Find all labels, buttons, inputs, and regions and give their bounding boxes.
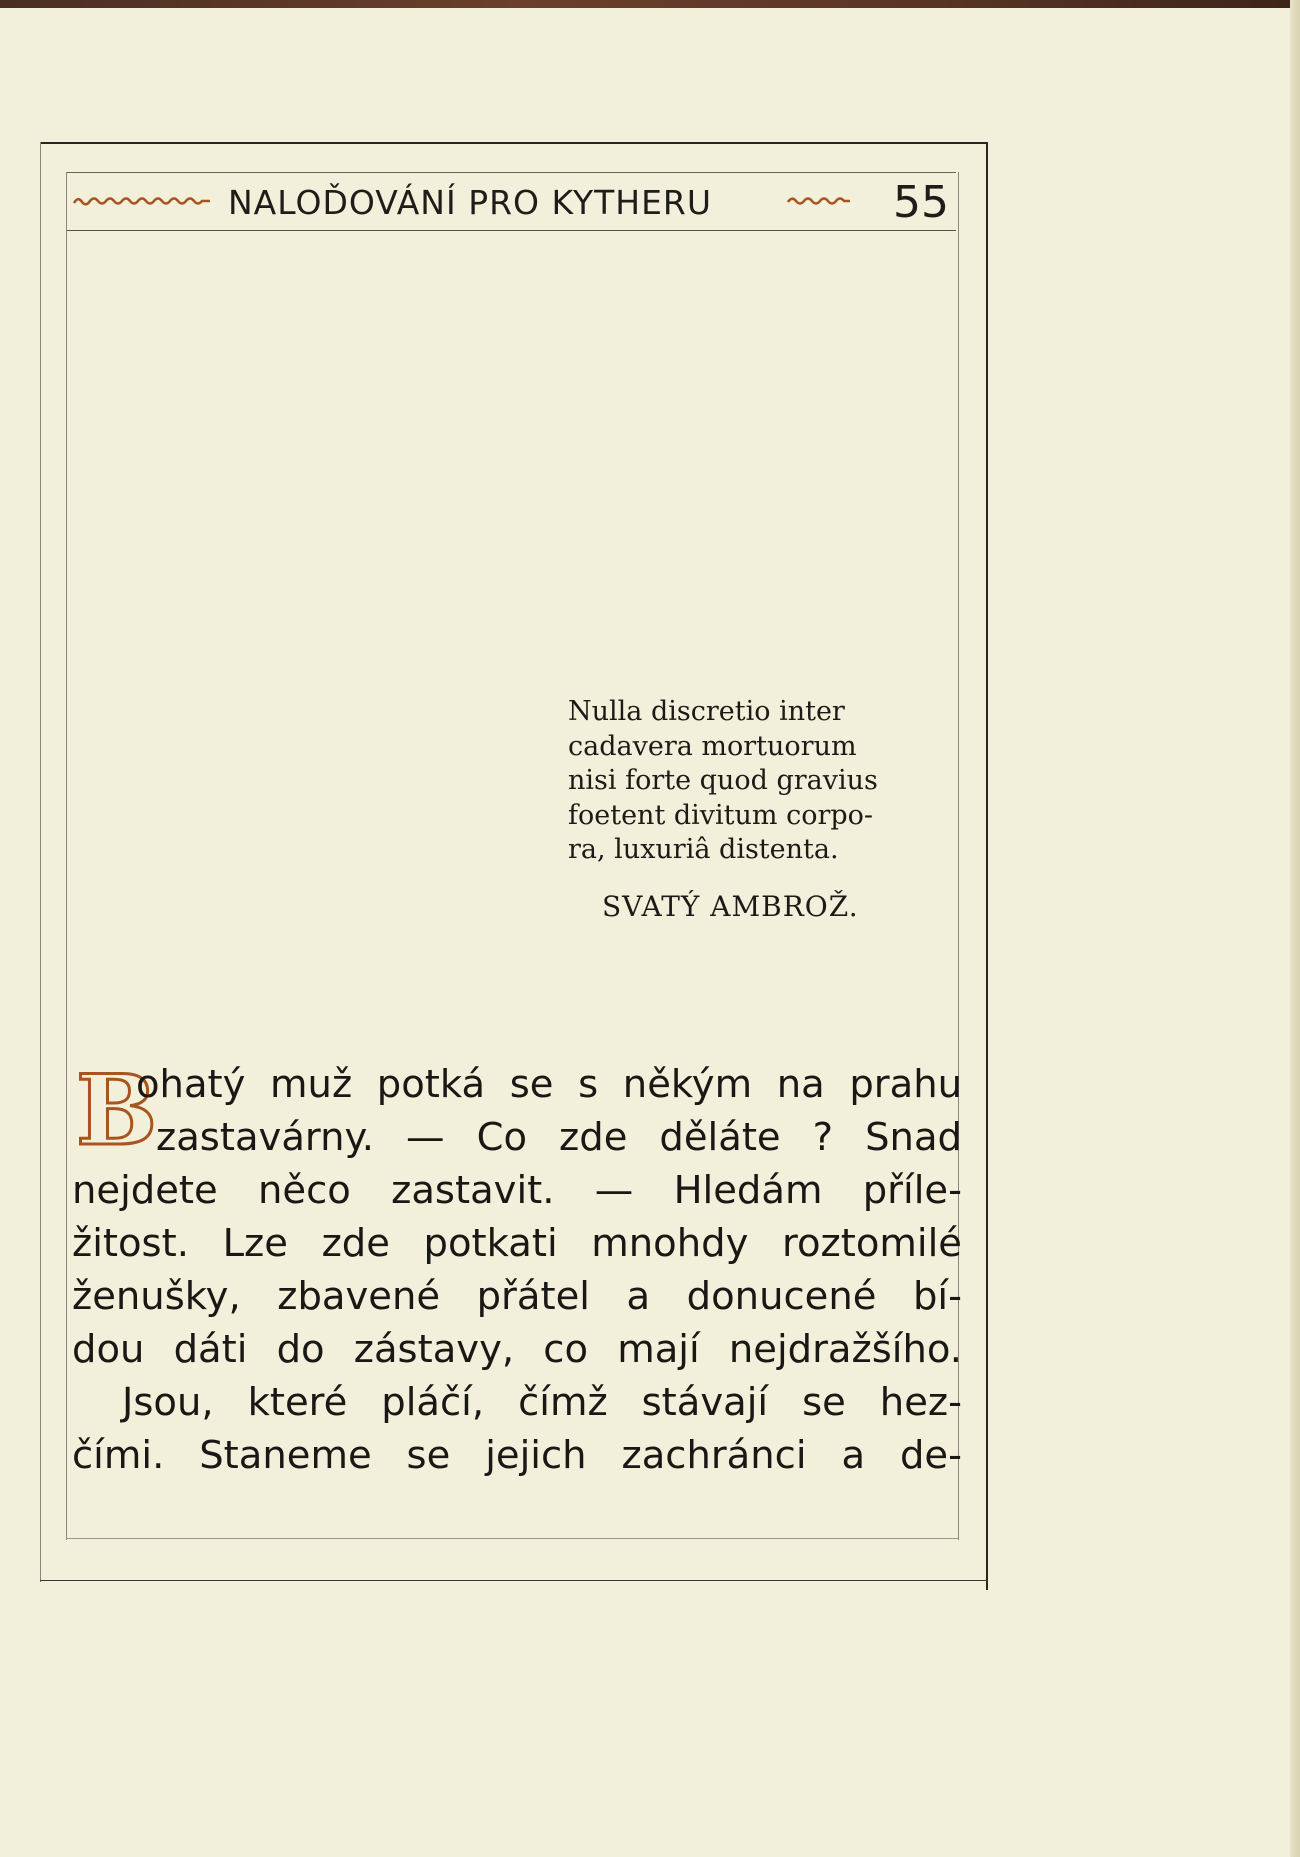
epigraph xyxy=(568,695,968,924)
running-title: NALOĎOVÁNÍ PRO KYTHERU xyxy=(228,183,713,222)
wave-ornament-right-icon xyxy=(786,194,852,208)
running-header xyxy=(72,178,957,228)
body-line: ženušky, zbavené přátel a donucené bí- xyxy=(72,1274,962,1319)
frame-top-rule xyxy=(40,142,986,144)
epigraph-line: cadavera mortuorum xyxy=(568,730,857,762)
frame-left-rule xyxy=(40,142,41,1582)
body-text xyxy=(72,1058,962,1482)
header-bottom-rule xyxy=(66,230,956,231)
body-line: zastavárny. — Co zde děláte ? Snad xyxy=(156,1115,962,1160)
page-number: 55 xyxy=(893,177,949,228)
frame-right-rule xyxy=(986,142,988,1590)
dropcap-letter: B xyxy=(76,1054,158,1167)
epigraph-line: foetent divitum corpo- xyxy=(568,799,874,831)
body-line: dou dáti do zástavy, co mají nejdražšího. xyxy=(72,1327,962,1372)
epigraph-line: nisi forte quod gravius xyxy=(568,765,878,796)
frame-bottom-rule xyxy=(40,1580,988,1581)
wave-ornament-left-icon xyxy=(72,194,212,208)
epigraph-line: ra, luxuriâ distenta. xyxy=(568,834,839,865)
inner-left-rule xyxy=(66,172,67,1540)
body-line: čími. Staneme se jejich zachránci a de- xyxy=(72,1433,962,1478)
body-line: Jsou, které pláčí, čímž stávají se hez- xyxy=(122,1380,962,1425)
inner-bottom-rule xyxy=(66,1538,958,1539)
book-top-edge xyxy=(0,0,1300,8)
header-top-rule xyxy=(66,172,956,173)
page-right-edge xyxy=(1290,0,1300,1857)
body-line: žitost. Lze zde potkati mnohdy roztomilé xyxy=(72,1221,962,1266)
body-line: ohatý muž potká se s někým na prahu xyxy=(136,1062,962,1107)
epigraph-line: Nulla discretio inter xyxy=(568,696,845,727)
body-line: nejdete něco zastavit. — Hledám příle- xyxy=(72,1168,962,1213)
epigraph-author: SVATÝ AMBROŽ. xyxy=(602,889,859,923)
